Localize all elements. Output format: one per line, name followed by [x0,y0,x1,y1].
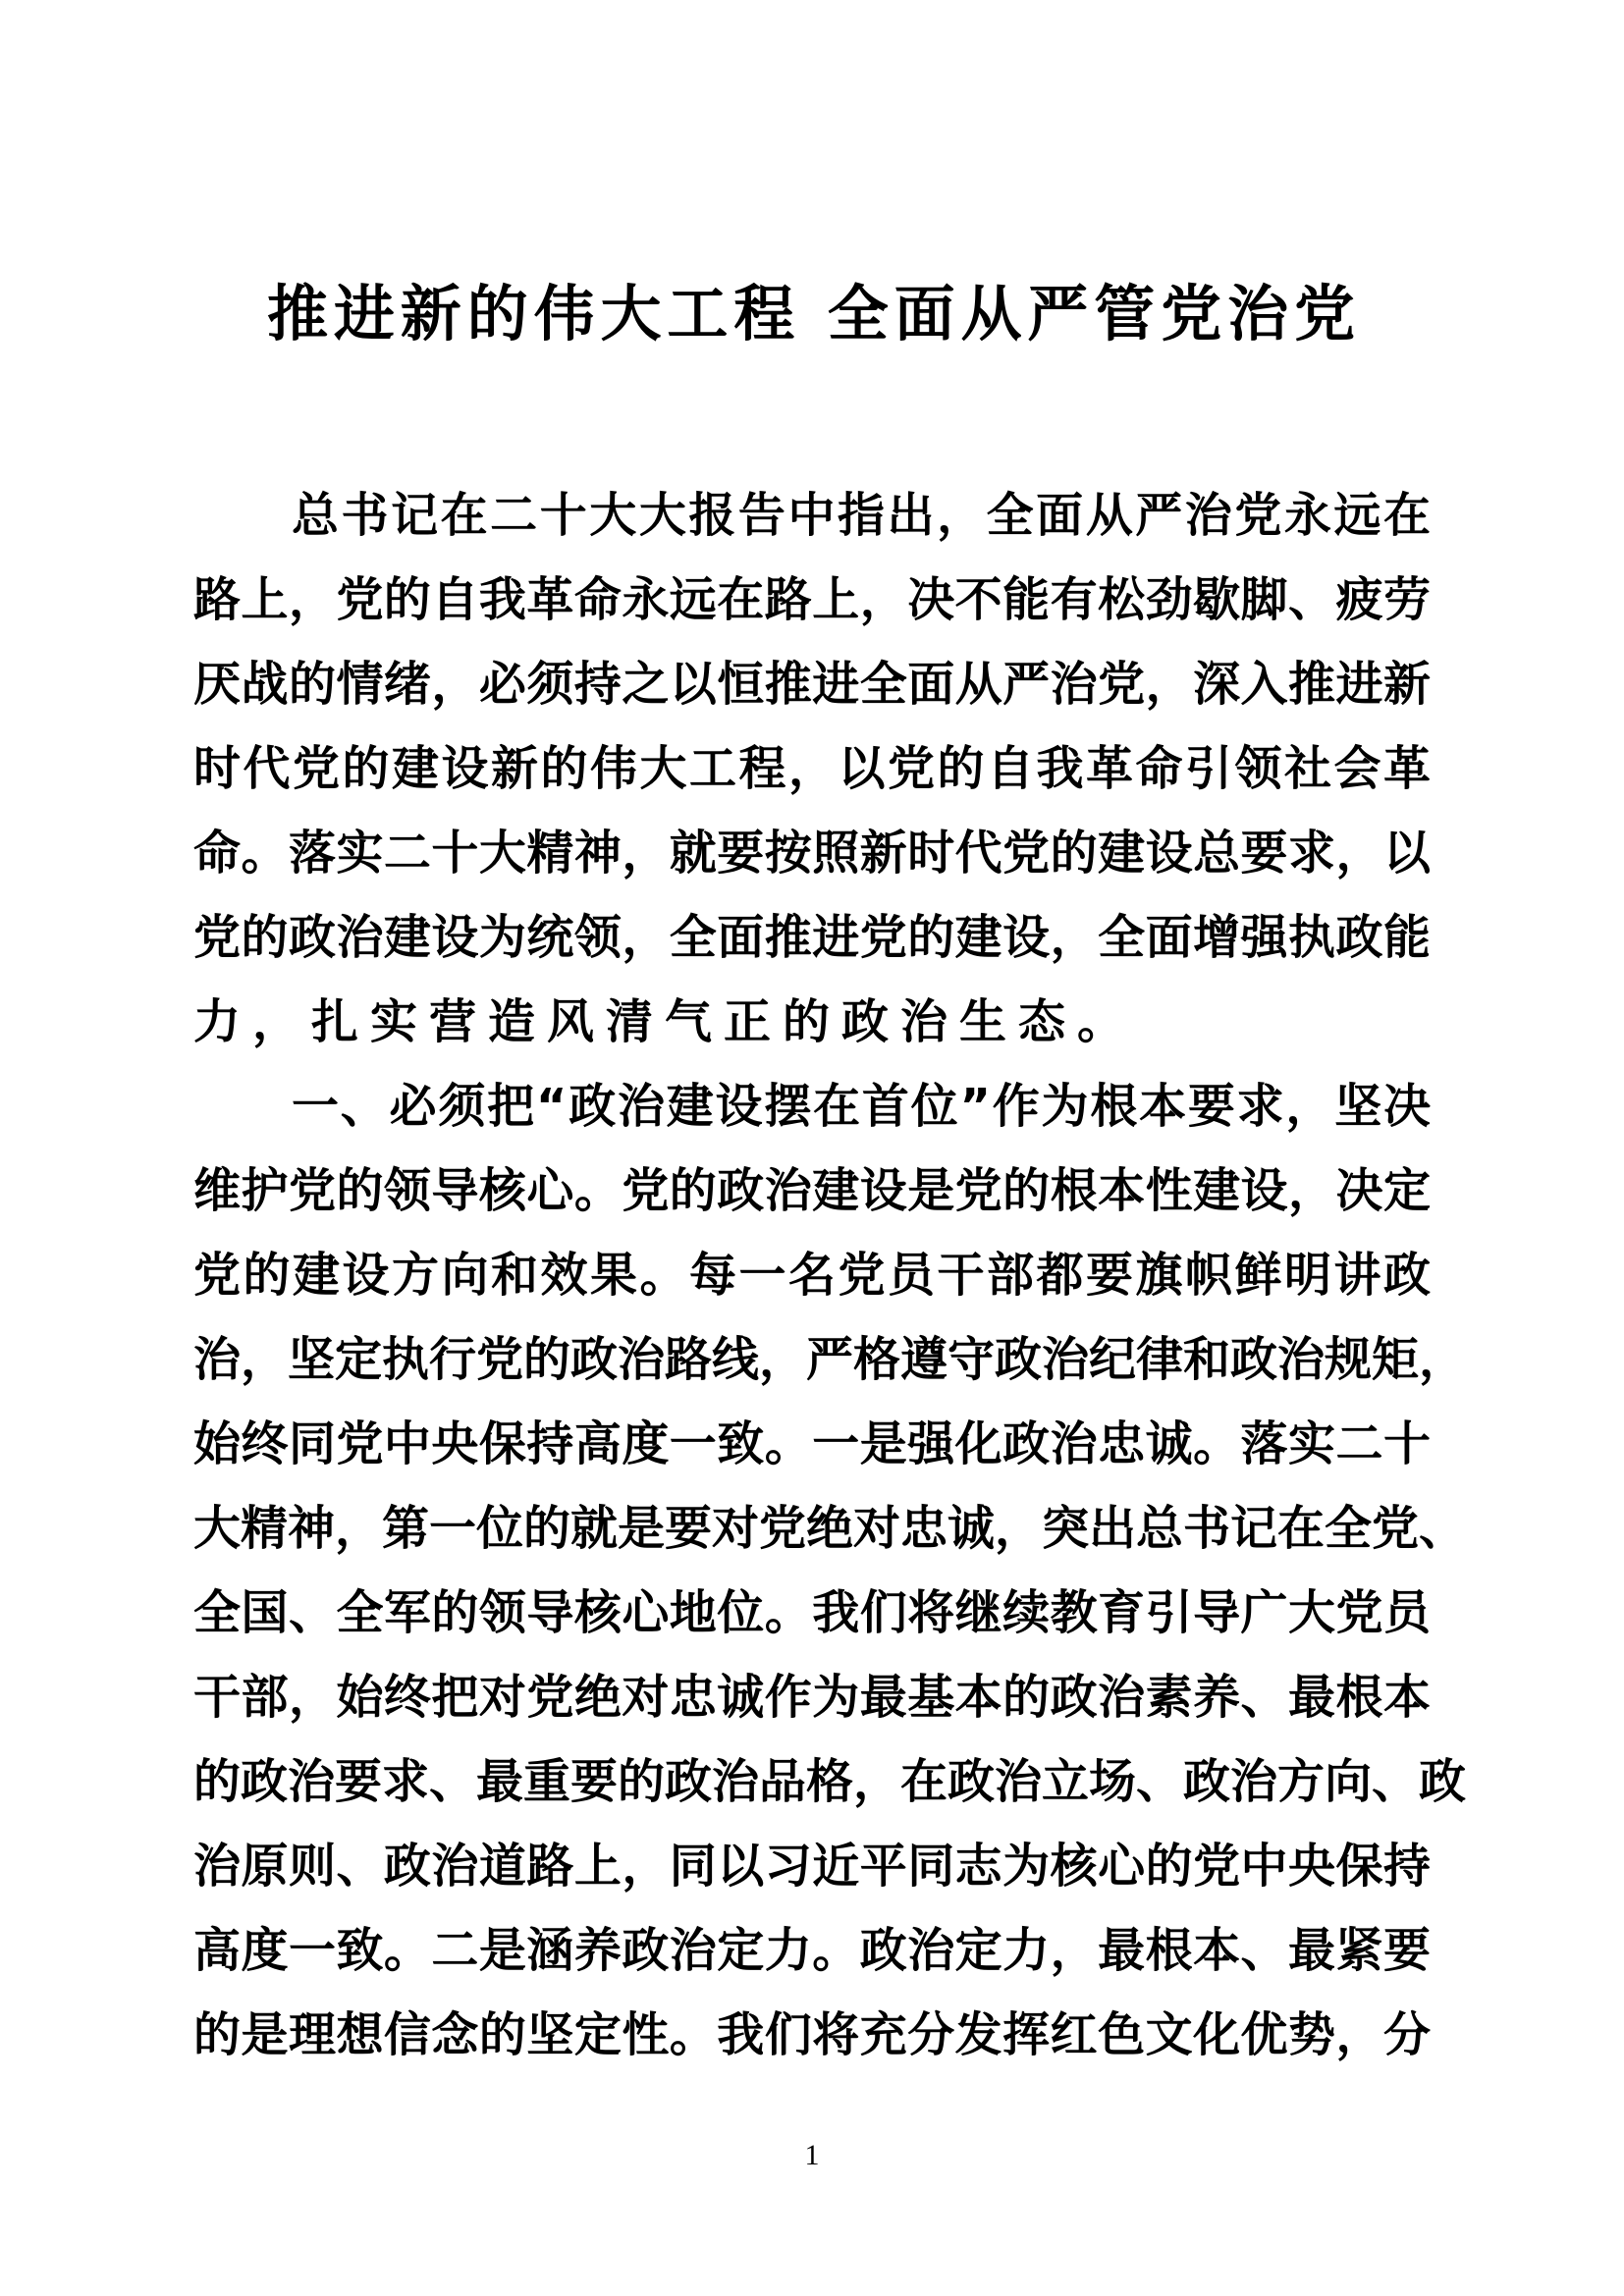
text-line: 干部，始终把对党绝对忠诚作为最基本的政治素养、最根本 [193,1670,1431,1725]
text-line: 治，坚定执行党的政治路线，严格遵守政治纪律和政治规矩， [193,1332,1467,1387]
paragraph-intro [193,473,1431,1064]
text-line: 总书记在二十大大报告中指出，全面从严治党永远在 [292,488,1431,543]
text-line: 时代党的建设新的伟大工程，以党的自我革命引领社会革 [193,741,1431,796]
text-line: 全国、全军的领导核心地位。我们将继续教育引导广大党员 [193,1585,1431,1640]
paragraph-section-one [193,1064,1467,2077]
document-title: 推进新的伟大工程 全面从严管党治党 [267,278,1357,349]
text-line: 党的政治建设为统领，全面推进党的建设，全面增强执政能 [193,910,1431,965]
page-number: 1 [804,2139,820,2171]
text-line: 厌战的情绪，必须持之以恒推进全面从严治党，深入推进新 [193,657,1431,712]
text-line: 路上，党的自我革命永远在路上，决不能有松劲歇脚、疲劳 [193,572,1431,627]
text-line: 力，扎实营造风清气正的政治生态。 [193,994,1137,1049]
text-line: 命。落实二十大精神，就要按照新时代党的建设总要求，以 [193,826,1431,881]
text-line: 大精神，第一位的就是要对党绝对忠诚，突出总书记在全党、 [193,1501,1467,1556]
text-line: 维护党的领导核心。党的政治建设是党的根本性建设，决定 [193,1163,1431,1218]
text-line: 的政治要求、最重要的政治品格，在政治立场、政治方向、政 [193,1754,1467,1809]
text-line: 党的建设方向和效果。每一名党员干部都要旗帜鲜明讲政 [193,1248,1431,1303]
document-body [193,473,1467,2077]
text-line: 的是理想信念的坚定性。我们将充分发挥红色文化优势，分 [193,2007,1431,2062]
text-line: 高度一致。二是涵养政治定力。政治定力，最根本、最紧要 [193,1923,1431,1978]
text-line: 始终同党中央保持高度一致。一是强化政治忠诚。落实二十 [193,1416,1431,1471]
section-heading-line: 一、必须把“政治建设摆在首位”作为根本要求，坚决 [292,1079,1431,1134]
text-line: 治原则、政治道路上，同以习近平同志为核心的党中央保持 [193,1839,1431,1894]
